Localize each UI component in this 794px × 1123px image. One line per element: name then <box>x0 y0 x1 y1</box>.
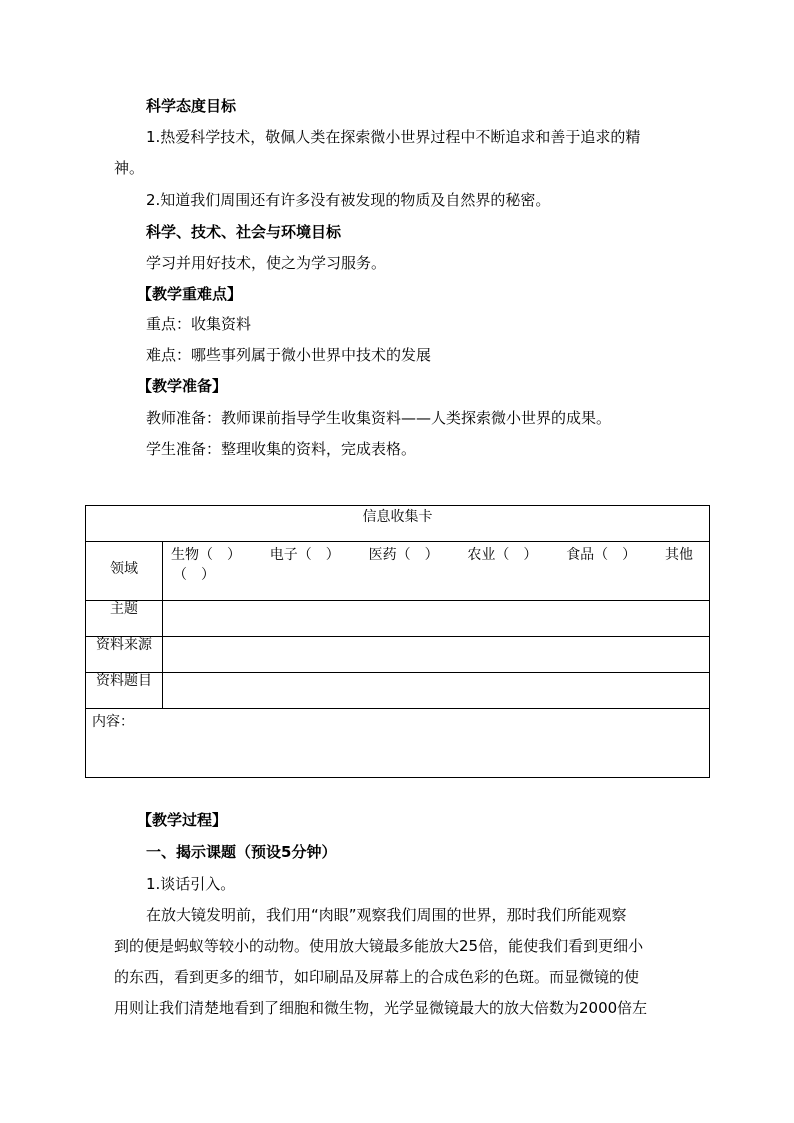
domain-option-other-blank: （ ） <box>173 567 215 583</box>
domain-option-electronics: 电子（ ） <box>269 547 340 563</box>
content-label: 内容： <box>92 714 134 730</box>
teacher-preparation: 教师准备：教师课前指导学生收集资料——人类探索微小世界的成果。 <box>146 409 612 427</box>
domain-option-biology: 生物（ ） <box>171 547 241 563</box>
subject-value-cell <box>163 672 709 708</box>
source-label-cell <box>86 636 163 672</box>
topic-value-cell <box>163 600 709 636</box>
card-title: 信息收集卡 <box>86 506 709 542</box>
topic-label-cell <box>86 600 163 636</box>
info-collection-card <box>85 505 710 778</box>
attitude-goal-item-2: 2.知道我们周围还有许多没有被发现的物质及自然界的秘密。 <box>146 191 551 209</box>
stse-goals-heading: 科学、技术、社会与环境目标 <box>146 223 342 241</box>
topic-row <box>86 600 709 637</box>
process-section-1: 一、揭示课题（预设5分钟） <box>146 843 337 861</box>
student-preparation: 学生准备：整理收集的资料，完成表格。 <box>146 440 417 458</box>
domain-row <box>86 541 709 601</box>
domain-label: 领域 <box>110 561 138 577</box>
stse-goals-text: 学习并用好技术，使之为学习服务。 <box>146 254 387 272</box>
key-points-heading: 【教学重难点】 <box>137 285 243 303</box>
domain-option-agriculture: 农业（ ） <box>467 547 538 563</box>
paragraph-line-2: 到的便是蚂蚁等较小的动物。使用放大镜最多能放大25倍，能使我们看到更细小 <box>114 937 644 955</box>
domain-option-food: 食品（ ） <box>566 547 637 563</box>
key-point-focus: 重点：收集资料 <box>146 315 252 333</box>
subject-label-cell <box>86 672 163 708</box>
process-step-1: 1.谈话引入。 <box>146 875 236 893</box>
source-row <box>86 636 709 673</box>
domain-option-medicine: 医药（ ） <box>368 547 439 563</box>
paragraph-line-4: 用则让我们清楚地看到了细胞和微生物，光学显微镜最大的放大倍数为2000倍左 <box>114 999 648 1017</box>
process-heading: 【教学过程】 <box>137 811 228 829</box>
domain-value-cell <box>163 541 709 600</box>
paragraph-line-1: 在放大镜发明前，我们用“肉眼”观察我们周围的世界，那时我们所能观察 <box>146 906 627 924</box>
domain-label-cell <box>86 541 163 600</box>
domain-option-other: 其他 <box>664 547 693 563</box>
key-point-difficulty: 难点：哪些事列属于微小世界中技术的发展 <box>146 346 432 364</box>
topic-label: 主题 <box>110 601 138 617</box>
attitude-goal-item-1-cont: 神。 <box>114 159 145 177</box>
source-label: 资料来源 <box>96 637 152 653</box>
subject-row <box>86 672 709 709</box>
subject-label: 资料题目 <box>96 673 152 689</box>
attitude-goal-item-1: 1.热爱科学技术，敬佩人类在探索微小世界过程中不断追求和善于追求的精 <box>146 128 641 146</box>
preparation-heading: 【教学准备】 <box>137 377 228 395</box>
paragraph-line-3: 的东西，看到更多的细节，如印刷品及屏幕上的合成色彩的色斑。而显微镜的使 <box>114 968 640 986</box>
source-value-cell <box>163 636 709 672</box>
attitude-goals-heading: 科学态度目标 <box>146 97 237 115</box>
